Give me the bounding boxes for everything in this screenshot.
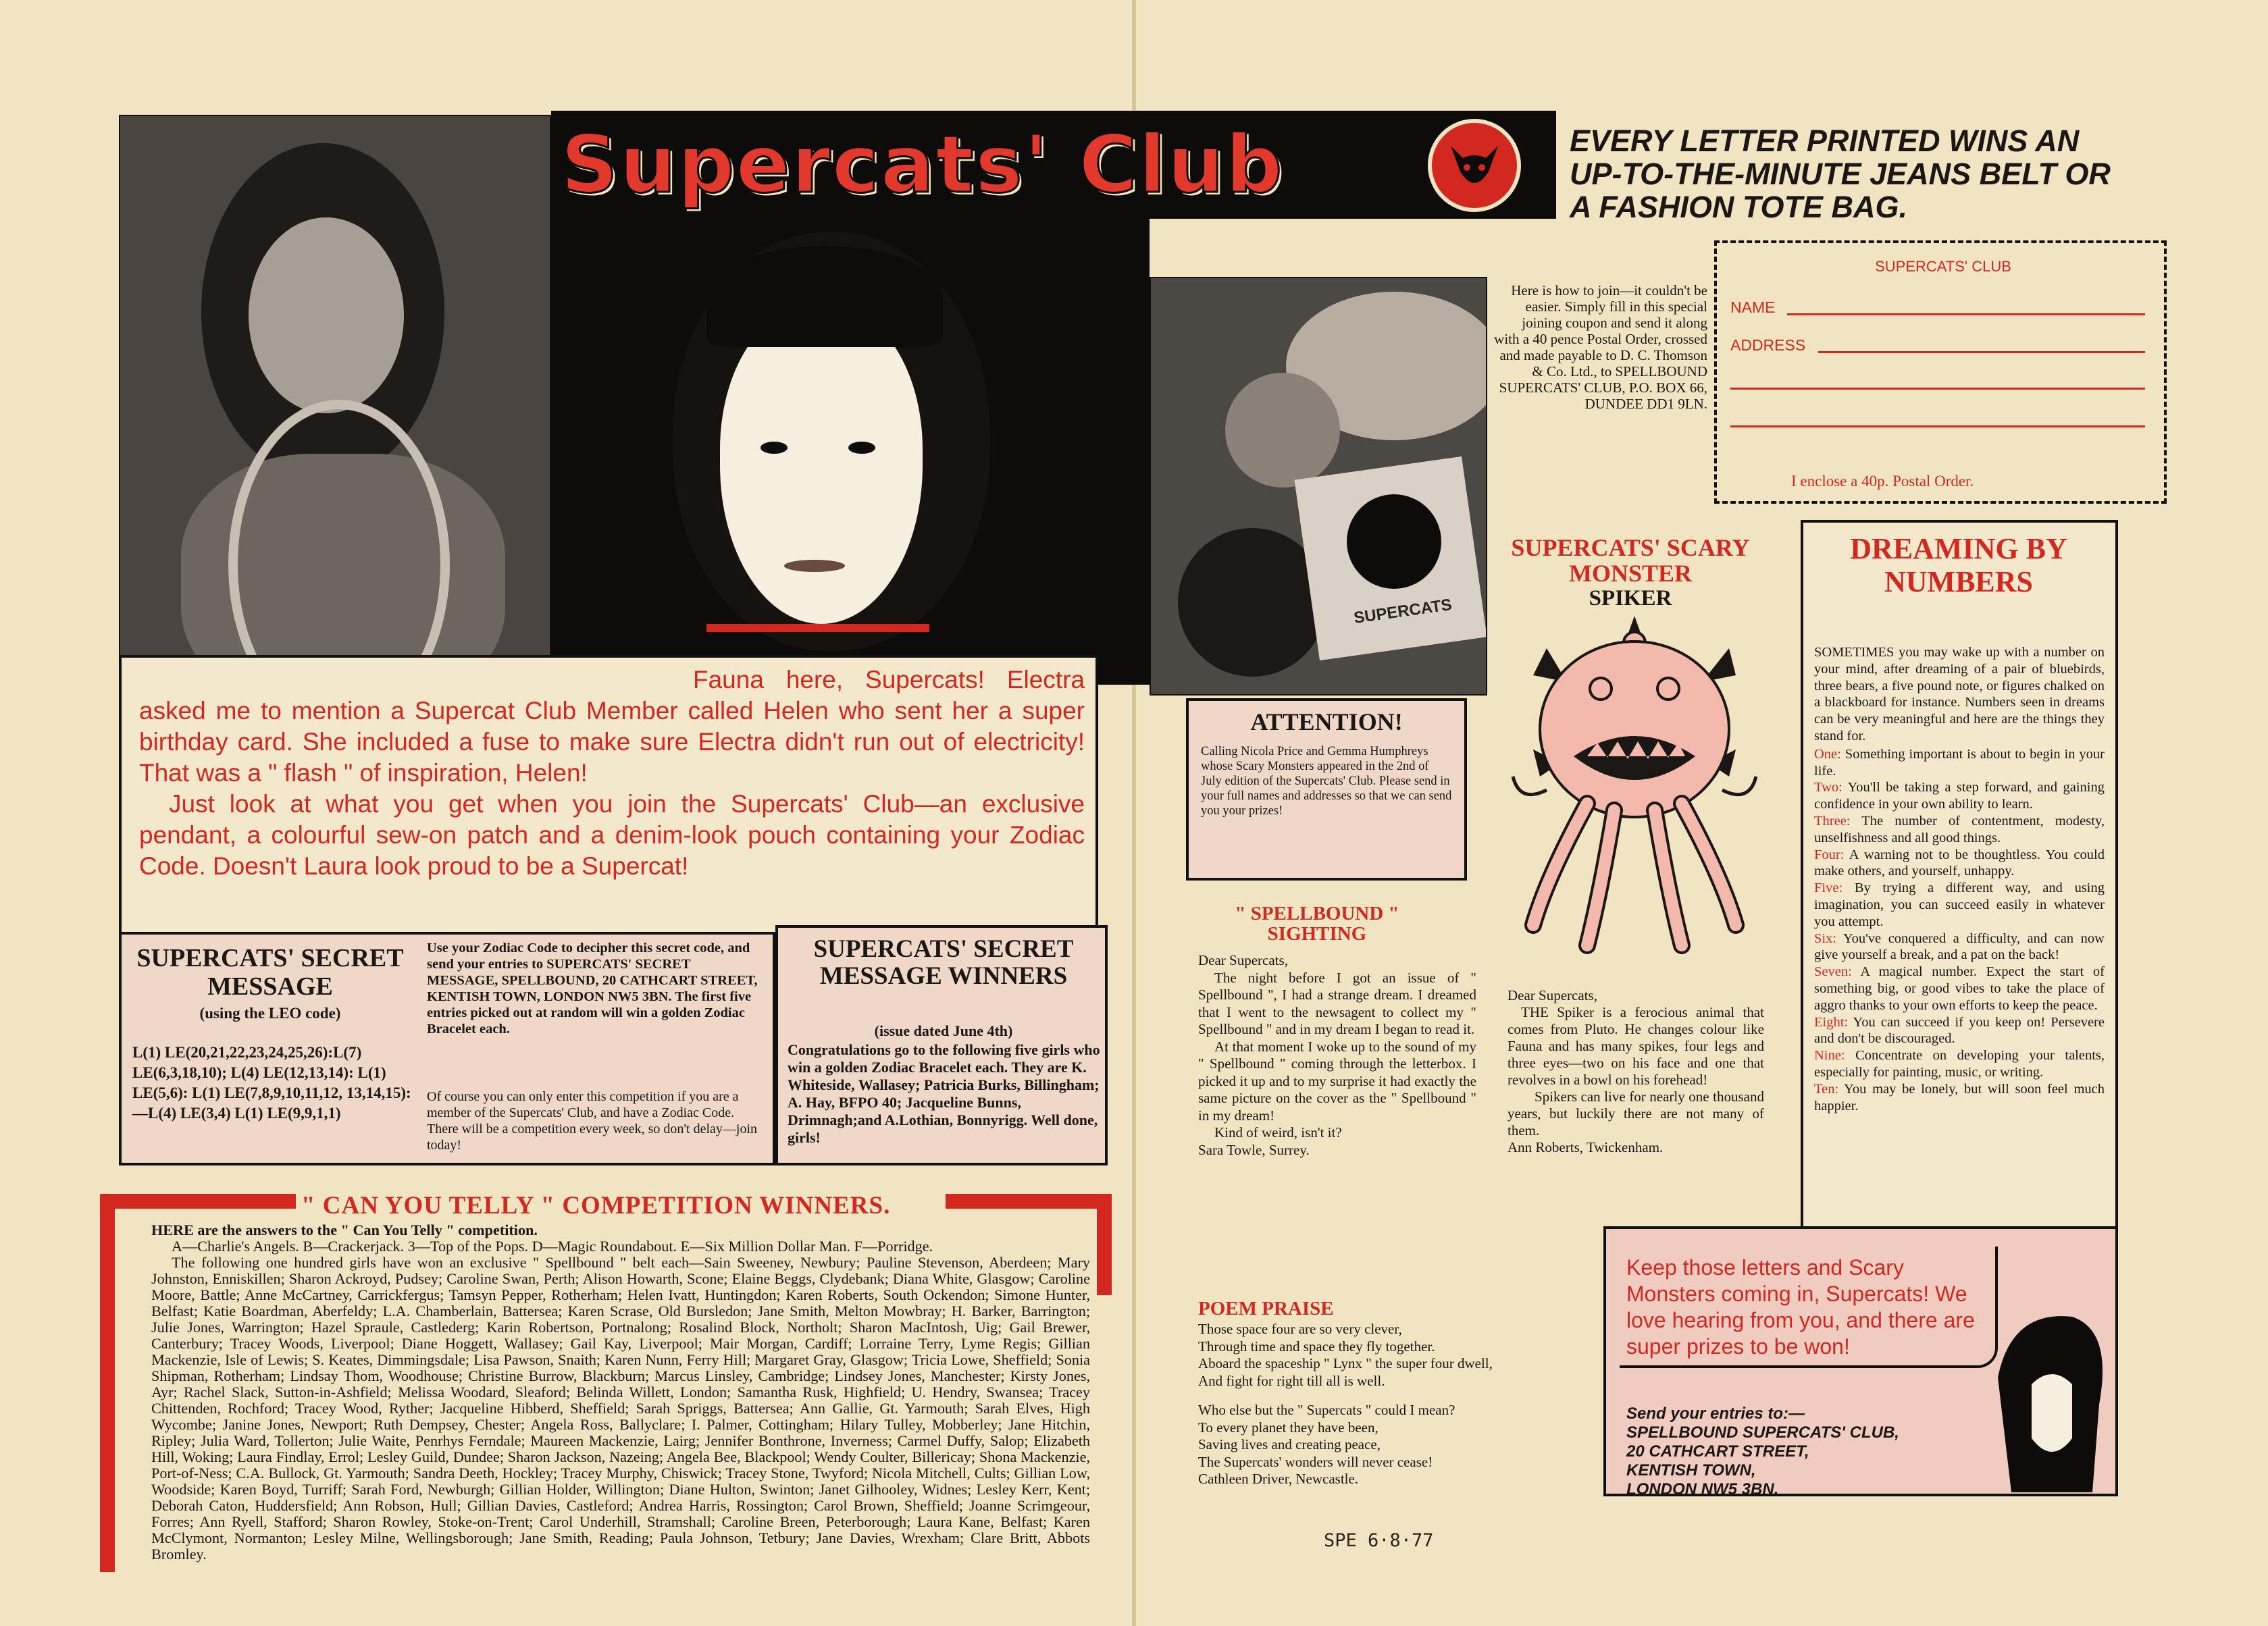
secret-message-subtitle: (using the LEO code) [199, 1005, 341, 1022]
telly-border-left [100, 1194, 115, 1572]
monster-salutation: Dear Supercats, [1507, 987, 1597, 1003]
coupon-name-line[interactable] [1787, 313, 2145, 315]
dreaming-item-label: Eight: [1814, 1014, 1849, 1030]
dreaming-item-text: Concentrate on developing your talents, especially for painting, music, or writing. [1814, 1048, 2105, 1080]
dreaming-item-label: Four: [1814, 847, 1845, 862]
dreaming-item-text: You may be lonely, but will soon feel much happier. [1814, 1081, 2105, 1113]
poem-title: POEM PRAISE [1198, 1298, 1334, 1319]
dreaming-item-text: You've conquered a difficulty, and can now give yourself a break, and a pat on the back! [1814, 930, 2105, 963]
coupon-address-line-1[interactable] [1818, 351, 2145, 353]
telly-border-top [100, 1194, 296, 1209]
dreaming-item-text: By trying a different way, and using imagination, you can succeed easily in whatever you attempt. [1814, 881, 2105, 929]
attention-text: Calling Nicola Price and Gemma Humphreys whose Scary Monsters appeared in the 2nd of July edition of the Supercats' Club. Please send in your full names and addresses so that we can send you your prizes! [1201, 745, 1452, 818]
poem-line: Through time and space they fly together. [1198, 1338, 1435, 1355]
telly-answers: A—Charlie's Angels. B—Crackerjack. 3—Top of the Pops. D—Magic Roundabout. E—Six Million Dollar Man. F—Porridge. [172, 1238, 933, 1255]
address-line: KENTISH TOWN, [1626, 1461, 1756, 1479]
dreaming-item-label: Ten: [1814, 1081, 1839, 1097]
dreaming-item-text: Something important is about to begin in your life. [1814, 746, 2105, 779]
sighting-salutation: Dear Supercats, [1198, 952, 1288, 968]
fauna-letter-p2: Just look at what you get when you join the Supercats' Club—an exclusive pendant, a colourful sew-on patch and a denim-look pouch containing your Zodiac Code. Doesn't Laura look proud to be a Supercat! [139, 790, 1085, 880]
send-entries-panel [1603, 1226, 2118, 1496]
dreaming-item-text: A magical number. Expect the start of something big, or good vibes to take the place of aggro thanks to your own efforts to keep the peace. [1814, 964, 2105, 1013]
coupon-name-label: NAME [1730, 298, 1776, 316]
coupon-address-label: ADDRESS [1730, 336, 1806, 354]
dreaming-item-label: Two: [1814, 780, 1842, 795]
attention-title: ATTENTION! [1250, 708, 1403, 735]
secret-message-note: Of course you can only enter this competition if you are a member of the Supercats' Club, and have a Zodiac Code. There will be a competition every week, so don't delay—join today! [427, 1089, 758, 1153]
prize-banner: EVERY LETTER PRINTED WINS AN UP-TO-THE-MINUTE JEANS BELT OR A FASHION TOTE BAG. [1570, 124, 2111, 224]
sighting-p1: The night before I got an issue of " Spellbound ", I had a strange dream. I dreamed that I went to the newsagent to collect my " Spellbound " and in my dream I began to read it. [1198, 969, 1476, 1037]
dreaming-item-label: Five: [1814, 881, 1843, 896]
sighting-p3: Kind of weird, isn't it? [1214, 1124, 1342, 1140]
sighting-sign: Sara Towle, Surrey. [1198, 1141, 1310, 1158]
fauna-letter-text [139, 664, 1085, 882]
address-line: SPELLBOUND SUPERCATS' CLUB, [1626, 1423, 1899, 1442]
girl-with-racket-photo [119, 115, 551, 709]
dreaming-item-label: Six: [1814, 930, 1837, 946]
address-line: LONDON NW5 3BN. [1626, 1480, 1779, 1498]
telly-border-top-right [946, 1194, 1112, 1209]
poem-line: Those space four are so very clever, [1198, 1321, 1402, 1337]
dreaming-item-label: Three: [1814, 813, 1851, 829]
supercats-pendant-photo [1150, 277, 1487, 696]
poem-line: Saving lives and creating peace, [1198, 1436, 1381, 1452]
telly-intro: HERE are the answers to the " Can You Telly " competition. [151, 1222, 538, 1238]
coupon-address-line-3[interactable] [1730, 425, 2145, 427]
dreaming-item-text: A warning not to be thoughtless. You could make others, and yourself, unhappy. [1814, 847, 2105, 879]
winners-title: SUPERCATS' SECRET MESSAGE WINNERS [813, 935, 1074, 990]
poem-line: Aboard the spaceship " Lynx " the super four dwell, [1198, 1355, 1493, 1371]
dreaming-title: DREAMING BY NUMBERS [1850, 532, 2067, 598]
attention-box [1186, 698, 1467, 881]
secret-message-instructions: Use your Zodiac Code to decipher this secret code, and send your entries to SUPERCATS' SECRET MESSAGE, SPELLBOUND, 20 CATHCART STREET, KENTISH TOWN, LONDON NW5 3BN. The first five entries picked out at random will win a golden Zodiac Bracelet each. [427, 941, 758, 1037]
dreaming-by-numbers-box [1801, 520, 2118, 1261]
club-title: Supercats' Club [561, 117, 1284, 211]
poem-line: Who else but the " Supercats " could I mean? [1198, 1402, 1455, 1418]
winners-dated: (issue dated June 4th) [874, 1022, 1013, 1039]
dreaming-item [1814, 930, 2105, 964]
poem-line: To every planet they have been, [1198, 1419, 1378, 1436]
fauna-letter-p1: Fauna here, Supercats! Electra asked me to mention a Supercat Club Member called Helen who sent her a super birthday card. She included a fuse to make sure Electra didn't run out of electricity! That was a " flash " of inspiration, Helen! [139, 666, 1085, 787]
joining-coupon [1714, 240, 2167, 504]
dreaming-body [1814, 644, 2105, 1114]
telly-border-right [1097, 1194, 1112, 1295]
monster-p2: Spikers can live for nearly one thousand years, but luckily there are not many of them. [1507, 1089, 1764, 1138]
title-banner [551, 111, 1556, 219]
secret-message-box [119, 932, 775, 1165]
message-winners-box [775, 925, 1108, 1165]
poem-line: The Supercats' wonders will never cease! [1198, 1453, 1433, 1470]
dreaming-item-text: You can succeed if you keep on! Persevere and don't be discouraged. [1814, 1014, 2105, 1047]
secret-message-title: SUPERCATS' SECRET MESSAGE [136, 944, 404, 1001]
cat-girl-drawing [1984, 1303, 2106, 1492]
address-line: 20 CATHCART STREET, [1626, 1442, 1809, 1461]
panel-speech-bubble [1620, 1247, 1998, 1368]
coupon-title: SUPERCATS' CLUB [1875, 258, 2011, 275]
poem-signature: Cathleen Driver, Newcastle. [1198, 1471, 1359, 1487]
coupon-footer: I enclose a 40p. Postal Order. [1791, 473, 1974, 490]
telly-title: " CAN YOU TELLY " COMPETITION WINNERS. [301, 1192, 891, 1220]
send-entries-title: Send your entries to:— [1626, 1405, 1805, 1423]
dreaming-item [1814, 880, 2105, 930]
dreaming-intro: SOMETIMES you may wake up with a number on your mind, after dreaming of a pair of bluebirds, three bears, a five pound note, or figures chalked on a blackboard for instance. Numbers seen in dreams can be very meaningful and here are the things they stand for. [1814, 645, 2105, 743]
issue-date-stamp: SPE 6·8·77 [1324, 1530, 1434, 1551]
monster-title: SUPERCATS' SCARY MONSTER [1511, 534, 1750, 587]
sighting-p2: At that moment I woke up to the sound of my " Spellbound " coming through the letterbox. I picked it up and to my surprise it had exactly the same picture on the cover as the " Spellbound " in my dream! [1198, 1038, 1476, 1124]
monster-sign: Ann Roberts, Twickenham. [1507, 1139, 1664, 1155]
pendant-cat-icon [1347, 494, 1441, 589]
dreaming-item-text: The number of contentment, modesty, unselfishness and all good things. [1814, 813, 2105, 845]
telly-body [151, 1222, 1090, 1563]
fauna-illustration [551, 219, 1150, 685]
secret-message-code: L(1) LE(20,21,22,23,24,25,26):L(7) LE(6,3,18,10); L(4) LE(12,13,14): L(1) LE(5,6): L(1) LE(7,8,9,10,11,12, 13,14,15):—L(4) LE(3,4) L(1) LE(9,9,1,1) [132, 1044, 411, 1122]
dreaming-item [1814, 746, 2105, 780]
poem-line: And fight for right till all is well. [1198, 1372, 1385, 1389]
dreaming-item [1814, 813, 2105, 847]
dreaming-item-label: Seven: [1814, 964, 1852, 980]
sighting-title: " SPELLBOUND " SIGHTING [1235, 903, 1399, 945]
monster-p1: THE Spiker is a ferocious animal that comes from Pluto. He changes colour like Fauna and has many spikes, four legs and three eyes—two on his face and one that revolves in a bowl on his forehead! [1507, 1004, 1764, 1088]
dreaming-item [1814, 1081, 2105, 1115]
monster-name: SPIKER [1589, 586, 1672, 610]
dreaming-item-label: Nine: [1814, 1048, 1845, 1064]
poem-body [1198, 1321, 1576, 1488]
pouch-label: SUPERCATS [1352, 595, 1453, 628]
dreaming-item [1814, 1014, 2105, 1048]
monster-letter [1507, 987, 1764, 1156]
dreaming-item-label: One: [1814, 746, 1841, 762]
dreaming-item [1814, 1047, 2105, 1081]
panel-speech-text: Keep those letters and Scary Monsters coming in, Supercats! We love hearing from you, and there are super prizes to be won! [1626, 1255, 1975, 1359]
dreaming-item [1814, 847, 2105, 881]
cat-logo-icon [1428, 119, 1521, 212]
dreaming-item-text: You'll be taking a step forward, and gaining confidence in your own ability to learn. [1814, 780, 2105, 812]
send-entries-address [1626, 1423, 1899, 1499]
telly-winner-list: The following one hundred girls have won an exclusive " Spellbound " belt each—Sain Sweeney, Newbury; Pauline Stevenson, Aberdeen; Mary Johnston, Enniskillen; Sharon Ackroyd, Pudsey; Caroline Swan, Perth; Alison Howarth, Scone; Elaine Beggs, Clydebank; Diana White, Glasgow; Caroline Moore, Battle; Anne McCartney, Carrickfergus; Tamsyn Pepper, Rotherham; Helen Ivatt, Huntingdon; Karen Roberts, South Ockendon; Simone Hunter, Belfast; Katie Boardman, Aberfeldy; L.A. Chamberlain, Battersea; Karen Scrase, Old Bursledon; Jane Smith, Melton Mowbray; H. Barker, Barrington; Julie Jones, Warrington; Hazel Spraule, Castlederg; Karin Robertson, Portnalong; Rosalind Block, Northolt; Sharon MacIntosh, Uig; Gail Brewer, Canterbury; Tracey Woods, Liverpool; Diane Hoggett, Wallasey; Gail Kay, Liverpool; Mair Morgan, Cardiff; Lorraine Terry, Lyme Regis; Gillian Mackenzie, Isle of Lewis; S. Keates, Dimmingsdale; Lisa Pawson, Snaith; Karen Nunn, Ferry Hill; Margaret Gray, Glasgow; Tricia Lowe, Sheffield; Sonia Shipman, Rotherham; Lindsay Thom, Woodhouse; Christine Burrow, Blackburn; Marcus Linsley, Cambridge; Lindsey Jones, Manchester; Kirsty Jones, Ayr; Rachel Slack, Sutton-in-Ashfield; Melissa Woodard, Sleaford; Belinda Willett, London; Samantha Rusk, Highfield; U. Hendry, Swansea; Tracey Chittenden, Rochford; Tracey Wood, Ryther; Jacqueline Hibberd, Sheffield; Sarah Spriggs, Battersea; Ann Gallie, Gt. Yarmouth; Sarah Elves, High Wycombe; Janine Jones, Newport; Ruth Dempsey, Chester; Angela Ross, Ballyclare; I. Palmer, Cottingham; Hilary Tulley, Mobberley; Jane Hitchin, Ripley; Julia Ward, Tollerton; Julie Waite, Penrhys Ferndale; Maureen Mackenzie, Lairg; Jennifer Bonthrone, Inverness; Carmel Duffy, Salop; Elizabeth Hill, Woking; Laura Findlay, Errol; Lesley Guild, Dundee; Sharon Jackson, Nazeing; Angela Bee, Blackpool; Wendy Coulter, Billericay; Shona Mackenzie, Port-of-Ness; C.A. Bullock, Gt. Yarmouth; Sandra Deeth, Hockley; Tracey Murphy, Chiswick; Tracey Stone, Twyford; Nicola Mitchell, Cults; Gillian Low, Woodside; Karen Boyd, Turriff; Sarah Ford, Newburgh; Gillian Holder, Willington; Diane Hulton, Swinton; Janet Gilhooley, Widnes; Lesley Kerr, Kent; Deborah Caton, Huddersfield; Ann Robson, Hull; Gillian Davies, Castleford; Andrea Harris, Rossington; Carol Brown, Sheffield; Joanne Scrimgeour, Forres; Ann Ryell, Stafford; Sharon Rowley, Stoke-on-Trent; Carol Underhill, Stramshall; Caroline Breen, Peterborough; Laura Kane, Belfast; Karen McClymont, Normanton; Lesley Milne, Wellingsborough; Jane Smith, Reading; Paula Johnson, Tetbury; Jane Davies, Wrexham; Clare Britt, Abbots Bromley. [151, 1254, 1090, 1563]
join-instructions: Here is how to join—it couldn't be easier. Simply fill in this special joining coupon and send it along with a 40 pence Postal Order, crossed and made payable to D. C. Thomson & Co. Ltd., to SPELLBOUND SUPERCATS' CLUB, P.O. BOX 66, DUNDEE DD1 9LN. [1494, 282, 1707, 412]
dreaming-item [1814, 779, 2105, 813]
sighting-letter [1198, 952, 1476, 1159]
poem-line [1198, 1390, 1576, 1402]
dreaming-item [1814, 964, 2105, 1014]
winners-text: Congratulations go to the following five girls who win a golden Zodiac Bracelet each. They are K. Whiteside, Wallasey; Patricia Burks, Billingham; A. Hay, BFPO 40; Jacqueline Bunns, Drimnagh;and A.Lothian, Bonnyrigg. Well done, girls! [788, 1041, 1100, 1146]
spiker-monster-drawing [1506, 608, 1763, 959]
coupon-address-line-2[interactable] [1730, 388, 2145, 390]
